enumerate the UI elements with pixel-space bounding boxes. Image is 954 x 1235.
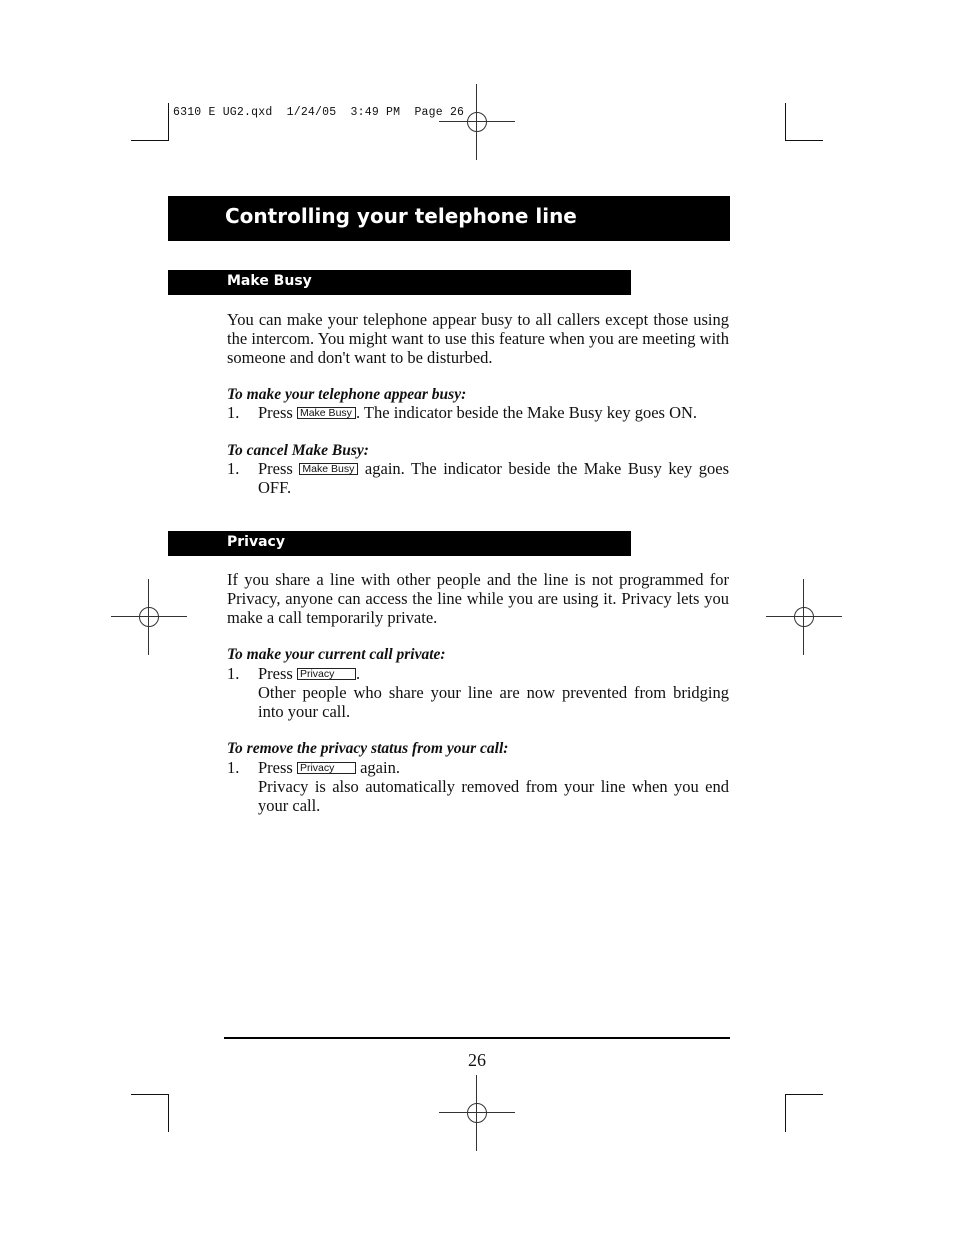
page-title-bar (168, 196, 730, 241)
registration-mark (111, 579, 187, 655)
cancel-make-busy-step (227, 459, 729, 499)
section-header-privacy (168, 531, 631, 556)
crop-mark (131, 140, 169, 141)
step-text: Press (258, 459, 293, 478)
step-body (258, 403, 729, 422)
cancel-make-busy-subheading: To cancel Make Busy: (227, 442, 369, 459)
crop-mark (785, 1094, 786, 1132)
step-number: 1. (227, 459, 240, 478)
step-note: Other people who share your line are now prevented from bridging into your call. (258, 683, 729, 721)
step-number: 1. (227, 664, 240, 683)
make-busy-step (227, 403, 729, 423)
print-slug: 6310 E UG2.qxd 1/24/05 3:49 PM Page 26 (173, 106, 465, 119)
make-busy-key: Make Busy (299, 463, 358, 475)
privacy-intro: If you share a line with other people and the line is not programmed for Privacy, anyone can access the line while you are using it. Privacy lets you make a call temporarily private. (227, 570, 729, 627)
crop-mark (168, 1094, 169, 1132)
crop-mark (785, 140, 823, 141)
make-busy-intro: You can make your telephone appear busy to all callers except those using the intercom. You might want to use this feature when you are meeting with someone and don't want to be disturbed. (227, 310, 729, 367)
crop-mark (131, 1094, 169, 1095)
step-text: again. The indicator beside the Make Busy key goes OFF. (258, 459, 729, 497)
registration-mark (766, 579, 842, 655)
make-busy-key: Make Busy (297, 407, 356, 419)
privacy-key: Privacy (297, 762, 356, 774)
step-text: . The indicator beside the Make Busy key goes ON. (355, 403, 698, 422)
remove-privacy-step (227, 758, 729, 818)
section-header-make-busy (168, 270, 631, 295)
page-number: 26 (468, 1050, 486, 1070)
section-title: Make Busy (227, 273, 312, 289)
step-number: 1. (227, 403, 240, 422)
crop-mark (168, 103, 169, 141)
step-text: Press (258, 664, 293, 683)
registration-mark (439, 1075, 515, 1151)
step-body (258, 459, 729, 497)
page-title: Controlling your telephone line (225, 204, 577, 228)
registration-mark (439, 84, 515, 160)
crop-mark (785, 103, 786, 141)
make-busy-subheading: To make your telephone appear busy: (227, 386, 467, 403)
step-body (258, 664, 729, 721)
step-number: 1. (227, 758, 240, 777)
step-text: Press (258, 758, 293, 777)
step-text: . (355, 664, 361, 683)
step-text: Press (258, 403, 293, 422)
step-text: again. (355, 758, 400, 777)
footer-rule (224, 1037, 730, 1039)
section-title: Privacy (227, 534, 285, 550)
crop-mark (785, 1094, 823, 1095)
privacy-key: Privacy (297, 668, 356, 680)
privacy-subheading: To make your current call private: (227, 646, 446, 663)
privacy-step (227, 664, 729, 724)
step-body (258, 758, 729, 815)
step-note: Privacy is also automatically removed from your line when you end your call. (258, 777, 729, 815)
remove-privacy-subheading: To remove the privacy status from your call: (227, 740, 509, 757)
